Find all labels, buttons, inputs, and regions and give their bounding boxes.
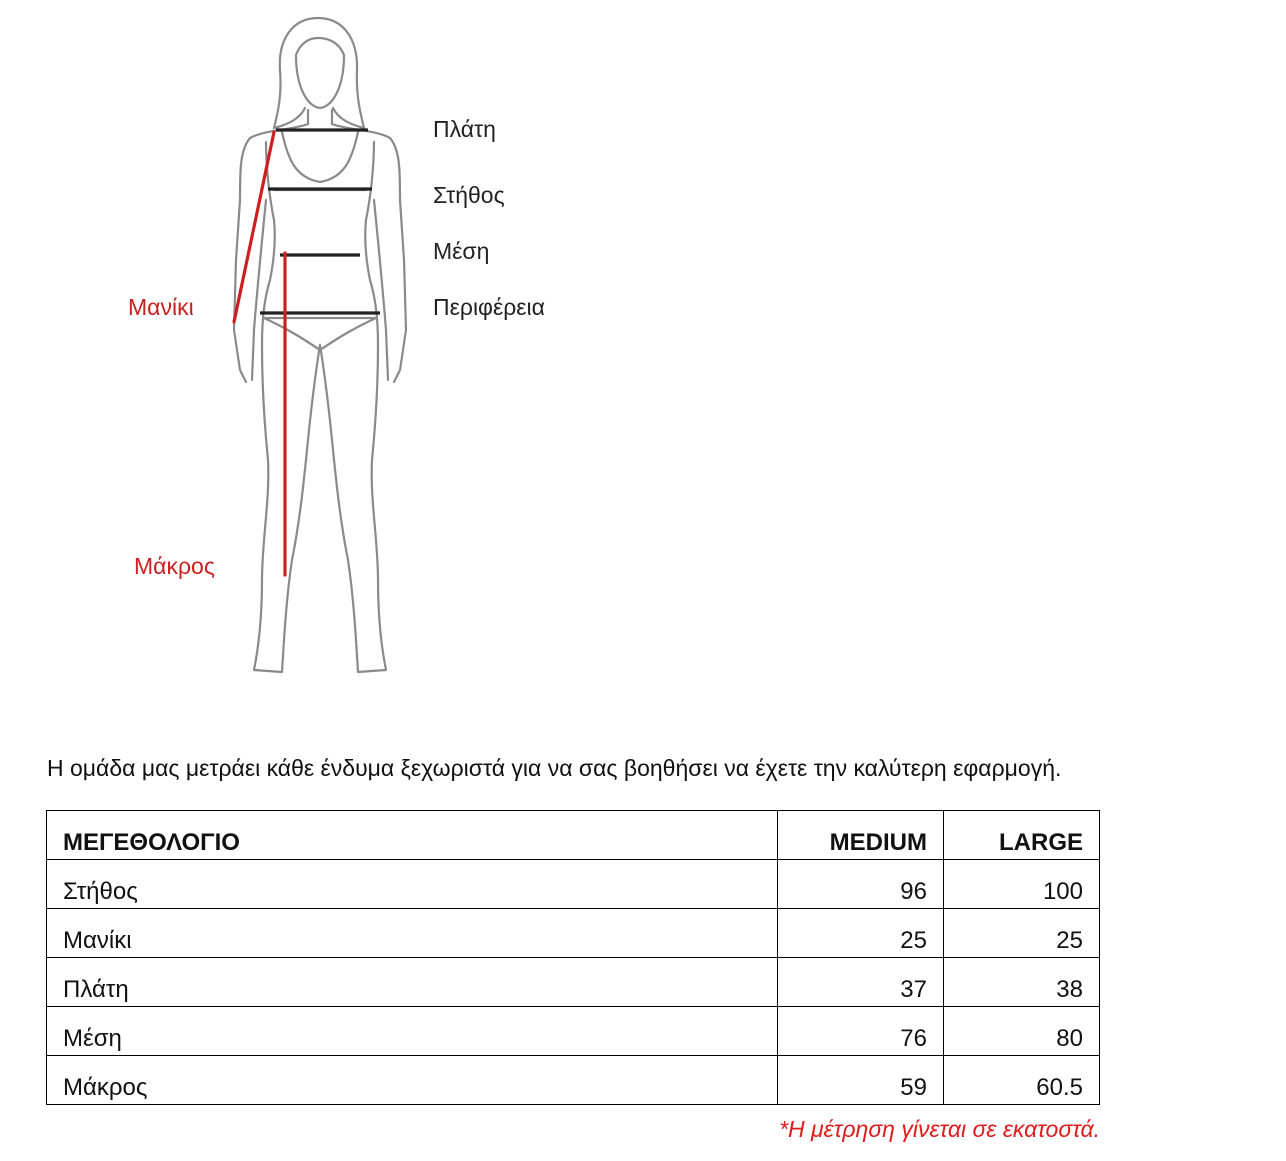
- large-value: 25: [944, 909, 1100, 958]
- large-value: 60.5: [944, 1056, 1100, 1105]
- intro-text: Η ομάδα μας μετράει κάθε ένδυμα ξεχωριστά για να σας βοηθήσει να έχετε την καλύτερη εφαρμογή.: [47, 755, 1062, 781]
- table-row: [47, 1007, 1100, 1056]
- body-silhouette-illustration: [0, 0, 700, 700]
- row-label: Μανίκι: [47, 909, 778, 958]
- row-label: Μάκρος: [47, 1056, 778, 1105]
- medium-value: 76: [778, 1007, 944, 1056]
- header-size-chart: ΜΕΓΕΘΟΛΟΓΙΟ: [47, 811, 778, 860]
- table-row: [47, 958, 1100, 1007]
- row-label: Μέση: [47, 1007, 778, 1056]
- large-value: 38: [944, 958, 1100, 1007]
- large-value: 80: [944, 1007, 1100, 1056]
- medium-value: 37: [778, 958, 944, 1007]
- header-large: LARGE: [944, 811, 1100, 860]
- medium-value: 25: [778, 909, 944, 958]
- row-label: Πλάτη: [47, 958, 778, 1007]
- row-label: Στήθος: [47, 860, 778, 909]
- measurement-note: *Η μέτρηση γίνεται σε εκατοστά.: [779, 1116, 1100, 1142]
- table-row: [47, 1056, 1100, 1105]
- label-shoulders: Πλάτη: [433, 116, 496, 142]
- table-row: [47, 860, 1100, 909]
- label-waist: Μέση: [433, 238, 490, 264]
- large-value: 100: [944, 860, 1100, 909]
- header-medium: MEDIUM: [778, 811, 944, 860]
- table-header-row: [47, 811, 1100, 860]
- label-sleeve: Μανίκι: [128, 294, 194, 320]
- medium-value: 96: [778, 860, 944, 909]
- table-row: [47, 909, 1100, 958]
- measurement-figure: [0, 0, 700, 700]
- size-chart-table: [46, 810, 1100, 1105]
- label-length: Μάκρος: [134, 553, 215, 579]
- medium-value: 59: [778, 1056, 944, 1105]
- label-hips: Περιφέρεια: [433, 294, 545, 320]
- label-chest: Στήθος: [433, 182, 505, 208]
